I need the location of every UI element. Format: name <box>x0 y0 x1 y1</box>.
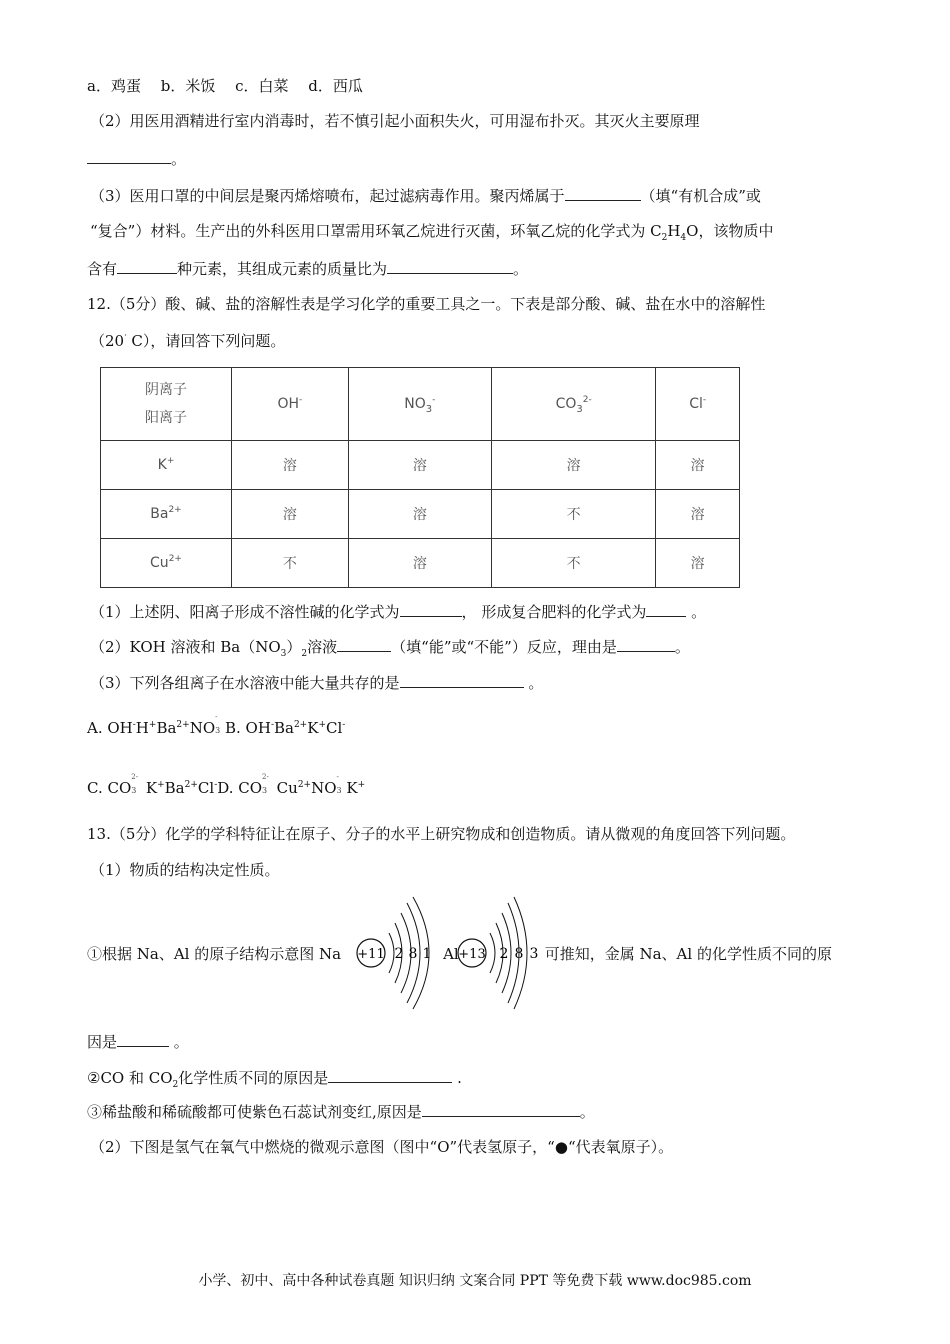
cation-header: K+ <box>101 441 232 490</box>
option-c: C. CO 2- 3 $K^+Ba^{2+}Cl^-$ <box>87 773 218 797</box>
al-atom-structure-diagram <box>456 895 544 1011</box>
option-b: B. $OH^-Ba^{2+}K^+Cl^-$ <box>225 719 346 737</box>
q13-item1-line2: 因是 。 <box>87 1033 189 1051</box>
q13-item3: ③稀盐酸和稀硫酸都可使紫色石蕊试剂变红,原因是 。 <box>87 1103 595 1121</box>
al-shell-electrons: 8 <box>514 946 524 962</box>
table-cell: 不 <box>491 490 655 539</box>
q11-part2-answer: 。 <box>87 148 186 169</box>
q13-sub2: （2）下图是氢气在氧气中燃烧的微观示意图（图中“O”代表氢原子，“●“代表氧原子）。 <box>90 1138 674 1156</box>
table-cell: 溶 <box>491 441 655 490</box>
q12-intro: 12.（5分）酸、碱、盐的溶解性表是学习化学的重要工具之一。下表是部分酸、碱、盐在水中的溶解性 <box>87 295 766 313</box>
q12-options-cd <box>87 773 366 801</box>
answer-blank[interactable] <box>565 185 641 201</box>
answer-blank[interactable] <box>400 601 462 617</box>
al-nucleus-charge: +13 <box>458 947 486 962</box>
al-shell-electrons: 3 <box>529 946 539 962</box>
q11-options: a．鸡蛋 b．米饭 c．白菜 d．西瓜 <box>87 77 363 95</box>
answer-blank[interactable] <box>422 1101 580 1117</box>
answer-blank[interactable] <box>328 1067 452 1083</box>
na-shell-arc <box>389 933 394 973</box>
al-shell-electrons: 2 <box>499 946 509 962</box>
table-cell: 溶 <box>348 490 491 539</box>
answer-blank[interactable] <box>617 636 675 652</box>
answer-blank[interactable] <box>117 1031 169 1047</box>
option-a: A. $OH^-H^+Ba^{2+}NO$ - 3 <box>87 713 221 737</box>
q12-sub3: （3）下列各组离子在水溶液中能大量共存的是 。 <box>90 674 544 692</box>
anion-header: $CO_3^{2-}$ <box>491 368 655 441</box>
q13-sub1: （1）物质的结构决定性质。 <box>90 861 280 879</box>
q12-options-ab <box>87 713 346 741</box>
anion-header: Cl- <box>656 368 740 441</box>
cation-header: $Cu^{2+}$ <box>101 539 232 588</box>
answer-blank[interactable] <box>117 258 177 274</box>
answer-blank[interactable] <box>646 601 686 617</box>
na-nucleus-charge: +11 <box>357 947 385 962</box>
solubility-table <box>100 367 740 588</box>
table-cell: 溶 <box>656 539 740 588</box>
table-cell: 不 <box>491 539 655 588</box>
table-corner: 阴离子 阳离子 <box>101 368 232 441</box>
q11-part2: （2）用医用酒精进行室内消毒时，若不慎引起小面积失火，可用湿布扑灭。其灭火主要原理 <box>90 112 700 130</box>
al-shell-arc <box>490 933 495 973</box>
table-cell: 溶 <box>656 490 740 539</box>
na-shell-electrons: 8 <box>408 946 418 962</box>
na-shell-electrons: 2 <box>394 946 404 962</box>
option-d: D. CO 2- 3 $Cu^{2+}NO$ - 3 K+ <box>217 773 366 797</box>
answer-blank[interactable] <box>400 672 524 688</box>
table-cell: 不 <box>232 539 349 588</box>
table-cell: 溶 <box>656 441 740 490</box>
answer-blank[interactable] <box>337 636 391 652</box>
q11-part3-line2: “复合”）材料。生产出的外科医用口罩需用环氧乙烷进行灭菌，环氧乙烷的化学式为 $C_2H_4O$，该物质中 <box>90 222 774 243</box>
na-atom-structure-diagram <box>355 895 459 1011</box>
q13-item2: ②CO 和 $CO_2$化学性质不同的原因是 . <box>87 1069 462 1090</box>
answer-blank[interactable] <box>87 148 171 164</box>
q11-part3-line3: 含有 种元素，其组成元素的质量比为 。 <box>87 260 529 278</box>
q13-intro: 13.（5分）化学的学科特征让在原子、分子的水平上研究物成和创造物质。请从微观的角度回答下列问题。 <box>87 825 796 843</box>
na-shell-electrons: 1 <box>422 946 432 962</box>
table-cell: 溶 <box>232 441 349 490</box>
anion-header: $NO_3^-$ <box>348 368 491 441</box>
q12-sub1: （1）上述阴、阳离子形成不溶性碱的化学式为 ， 形成复合肥料的化学式为 。 <box>90 603 707 621</box>
anion-header: OH- <box>232 368 349 441</box>
table-cell: 溶 <box>348 441 491 490</box>
q12-sub2: （2）KOH 溶液和 $Ba(NO_3)_2$溶液 （填“能”或“不能”）反应，理由是 。 <box>90 638 690 659</box>
answer-blank[interactable] <box>387 258 513 274</box>
q12-intro-temp: （20· C），请回答下列问题。 <box>90 331 286 350</box>
q11-part3-line1: （3）医用口罩的中间层是聚丙烯熔喷布，起过滤病毒作用。聚丙烯属于 （填“有机合成”或 <box>90 187 761 205</box>
q13-item1-line1: ①根据 Na、Al 的原子结构示意图 Na Al 可推知，金属 Na、Al 的化学性质不同的原 <box>87 945 832 963</box>
page-footer: 小学、初中、高中各种试卷真题 知识归纳 文案合同 PPT 等免费下载 www.doc985.com <box>198 1273 752 1289</box>
cation-header: $Ba^{2+}$ <box>101 490 232 539</box>
table-cell: 溶 <box>232 490 349 539</box>
table-cell: 溶 <box>348 539 491 588</box>
